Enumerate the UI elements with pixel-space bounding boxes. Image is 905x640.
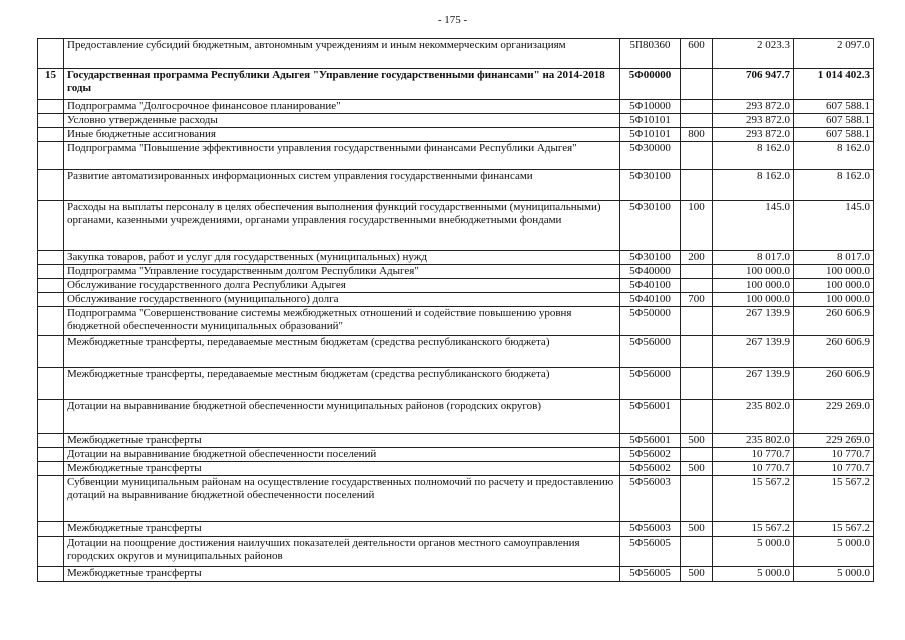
row-name-cell: Межбюджетные трансферты, передаваемые местным бюджетам (средства республиканского бюджета) <box>64 368 620 400</box>
row-number-cell <box>38 462 64 476</box>
row-name-cell: Подпрограмма "Совершенствование системы межбюджетных отношений и содействие повышению уровня бюджетной обеспеченности муниципальных образований" <box>64 307 620 336</box>
amount-2018-cell: 10 770.7 <box>794 462 874 476</box>
row-number-cell <box>38 400 64 434</box>
amount-2018-cell: 607 588.1 <box>794 128 874 142</box>
target-code-cell: 5Ф40100 <box>620 293 681 307</box>
row-number-cell <box>38 476 64 522</box>
amount-2017-cell: 235 802.0 <box>713 434 794 448</box>
amount-2018-cell: 145.0 <box>794 201 874 251</box>
amount-2017-cell: 145.0 <box>713 201 794 251</box>
amount-2017-cell: 235 802.0 <box>713 400 794 434</box>
row-name-cell: Иные бюджетные ассигнования <box>64 128 620 142</box>
row-number-cell <box>38 537 64 567</box>
target-code-cell: 5Ф40100 <box>620 279 681 293</box>
row-name-cell: Условно утвержденные расходы <box>64 114 620 128</box>
row-number-cell <box>38 448 64 462</box>
table-row <box>38 448 874 462</box>
row-number-cell <box>38 170 64 201</box>
table-row <box>38 307 874 336</box>
row-number-cell <box>38 522 64 537</box>
amount-2018-cell: 260 606.9 <box>794 368 874 400</box>
row-name-cell: Обслуживание государственного (муниципального) долга <box>64 293 620 307</box>
row-name-cell: Дотации на выравнивание бюджетной обеспеченности поселений <box>64 448 620 462</box>
amount-2017-cell: 100 000.0 <box>713 279 794 293</box>
row-name-cell: Дотации на поощрение достижения наилучших показателей деятельности органов местного самоуправления городских округов и муниципальных районов <box>64 537 620 567</box>
table-row <box>38 69 874 100</box>
expense-type-cell <box>681 114 713 128</box>
target-code-cell: 5Ф56000 <box>620 368 681 400</box>
expense-type-cell <box>681 368 713 400</box>
amount-2017-cell: 15 567.2 <box>713 522 794 537</box>
row-number-cell <box>38 567 64 582</box>
amount-2018-cell: 1 014 402.3 <box>794 69 874 100</box>
row-number-cell <box>38 307 64 336</box>
expense-type-cell <box>681 448 713 462</box>
amount-2018-cell: 2 097.0 <box>794 39 874 69</box>
table-row <box>38 567 874 582</box>
row-number-cell <box>38 201 64 251</box>
table-row <box>38 537 874 567</box>
row-name-cell: Развитие автоматизированных информационных систем управления государственными финансами <box>64 170 620 201</box>
budget-table <box>37 38 874 582</box>
row-name-cell: Межбюджетные трансферты <box>64 462 620 476</box>
amount-2018-cell: 15 567.2 <box>794 476 874 522</box>
target-code-cell: 5Ф56005 <box>620 567 681 582</box>
table-row <box>38 201 874 251</box>
amount-2018-cell: 607 588.1 <box>794 114 874 128</box>
table-row <box>38 100 874 114</box>
row-number-cell <box>38 39 64 69</box>
row-number-cell <box>38 293 64 307</box>
expense-type-cell: 100 <box>681 201 713 251</box>
amount-2017-cell: 293 872.0 <box>713 114 794 128</box>
expense-type-cell <box>681 100 713 114</box>
amount-2017-cell: 706 947.7 <box>713 69 794 100</box>
expense-type-cell: 500 <box>681 434 713 448</box>
table-row <box>38 128 874 142</box>
table-row <box>38 336 874 368</box>
amount-2018-cell: 15 567.2 <box>794 522 874 537</box>
target-code-cell: 5Ф56000 <box>620 336 681 368</box>
row-name-cell: Обслуживание государственного долга Республики Адыгея <box>64 279 620 293</box>
table-row <box>38 114 874 128</box>
target-code-cell: 5Ф56001 <box>620 434 681 448</box>
table-row <box>38 476 874 522</box>
expense-type-cell <box>681 476 713 522</box>
table-row <box>38 522 874 537</box>
target-code-cell: 5Ф56003 <box>620 522 681 537</box>
target-code-cell: 5Ф40000 <box>620 265 681 279</box>
amount-2018-cell: 607 588.1 <box>794 100 874 114</box>
table-row <box>38 293 874 307</box>
amount-2018-cell: 100 000.0 <box>794 293 874 307</box>
amount-2018-cell: 260 606.9 <box>794 307 874 336</box>
amount-2018-cell: 8 017.0 <box>794 251 874 265</box>
target-code-cell: 5П80360 <box>620 39 681 69</box>
target-code-cell: 5Ф56002 <box>620 448 681 462</box>
amount-2018-cell: 8 162.0 <box>794 142 874 170</box>
target-code-cell: 5Ф56003 <box>620 476 681 522</box>
amount-2017-cell: 8 162.0 <box>713 142 794 170</box>
row-number-cell <box>38 279 64 293</box>
amount-2018-cell: 229 269.0 <box>794 400 874 434</box>
target-code-cell: 5Ф56002 <box>620 462 681 476</box>
amount-2017-cell: 10 770.7 <box>713 448 794 462</box>
row-name-cell: Межбюджетные трансферты <box>64 434 620 448</box>
amount-2017-cell: 2 023.3 <box>713 39 794 69</box>
expense-type-cell <box>681 69 713 100</box>
row-name-cell: Субвенции муниципальным районам на осуществление государственных полномочий по расчету и предоставлению дотаций на выравнивание бюджетной обеспеченности поселений <box>64 476 620 522</box>
amount-2017-cell: 267 139.9 <box>713 336 794 368</box>
amount-2017-cell: 8 162.0 <box>713 170 794 201</box>
amount-2017-cell: 267 139.9 <box>713 307 794 336</box>
amount-2017-cell: 100 000.0 <box>713 265 794 279</box>
table-row <box>38 368 874 400</box>
expense-type-cell <box>681 537 713 567</box>
table-row <box>38 434 874 448</box>
expense-type-cell <box>681 336 713 368</box>
target-code-cell: 5Ф30100 <box>620 170 681 201</box>
expense-type-cell <box>681 279 713 293</box>
row-number-cell <box>38 336 64 368</box>
row-name-cell: Государственная программа Республики Адыгея "Управление государственными финансами" на 2014-2018 годы <box>64 69 620 100</box>
target-code-cell: 5Ф30100 <box>620 251 681 265</box>
amount-2018-cell: 100 000.0 <box>794 279 874 293</box>
amount-2018-cell: 10 770.7 <box>794 448 874 462</box>
expense-type-cell: 700 <box>681 293 713 307</box>
expense-type-cell: 200 <box>681 251 713 265</box>
expense-type-cell <box>681 265 713 279</box>
amount-2017-cell: 293 872.0 <box>713 100 794 114</box>
amount-2017-cell: 15 567.2 <box>713 476 794 522</box>
row-number-cell <box>38 251 64 265</box>
table-row <box>38 142 874 170</box>
row-name-cell: Предоставление субсидий бюджетным, автономным учреждениям и иным некоммерческим организациям <box>64 39 620 69</box>
target-code-cell: 5Ф10000 <box>620 100 681 114</box>
amount-2018-cell: 8 162.0 <box>794 170 874 201</box>
page-number: - 175 - <box>437 14 468 26</box>
amount-2018-cell: 100 000.0 <box>794 265 874 279</box>
row-name-cell: Межбюджетные трансферты <box>64 522 620 537</box>
table-row <box>38 279 874 293</box>
row-name-cell: Подпрограмма "Долгосрочное финансовое планирование" <box>64 100 620 114</box>
amount-2017-cell: 293 872.0 <box>713 128 794 142</box>
row-number-cell <box>38 434 64 448</box>
amount-2017-cell: 8 017.0 <box>713 251 794 265</box>
expense-type-cell: 500 <box>681 567 713 582</box>
target-code-cell: 5Ф30100 <box>620 201 681 251</box>
table-row <box>38 39 874 69</box>
row-name-cell: Межбюджетные трансферты <box>64 567 620 582</box>
expense-type-cell: 600 <box>681 39 713 69</box>
table-row <box>38 400 874 434</box>
expense-type-cell <box>681 142 713 170</box>
row-name-cell: Расходы на выплаты персоналу в целях обеспечения выполнения функций государственными (муниципальными) органами, казенными учреждениями, органами управления государственными внебюджетными фондами <box>64 201 620 251</box>
amount-2017-cell: 5 000.0 <box>713 567 794 582</box>
row-number-cell <box>38 128 64 142</box>
table-row <box>38 265 874 279</box>
target-code-cell: 5Ф10101 <box>620 128 681 142</box>
row-number-cell <box>38 142 64 170</box>
target-code-cell: 5Ф00000 <box>620 69 681 100</box>
amount-2018-cell: 229 269.0 <box>794 434 874 448</box>
expense-type-cell: 500 <box>681 522 713 537</box>
target-code-cell: 5Ф56001 <box>620 400 681 434</box>
row-number-cell <box>38 265 64 279</box>
row-number-cell <box>38 368 64 400</box>
amount-2017-cell: 5 000.0 <box>713 537 794 567</box>
expense-type-cell <box>681 170 713 201</box>
row-name-cell: Закупка товаров, работ и услуг для государственных (муниципальных) нужд <box>64 251 620 265</box>
row-name-cell: Подпрограмма "Повышение эффективности управления государственными финансами Республики Адыгея" <box>64 142 620 170</box>
table-row <box>38 462 874 476</box>
row-number-cell <box>38 100 64 114</box>
table-row <box>38 170 874 201</box>
target-code-cell: 5Ф10101 <box>620 114 681 128</box>
amount-2018-cell: 260 606.9 <box>794 336 874 368</box>
target-code-cell: 5Ф56005 <box>620 537 681 567</box>
expense-type-cell <box>681 400 713 434</box>
expense-type-cell: 800 <box>681 128 713 142</box>
row-number-cell <box>38 114 64 128</box>
row-number-cell: 15 <box>38 69 64 100</box>
amount-2017-cell: 100 000.0 <box>713 293 794 307</box>
target-code-cell: 5Ф50000 <box>620 307 681 336</box>
table-row <box>38 251 874 265</box>
amount-2018-cell: 5 000.0 <box>794 537 874 567</box>
expense-type-cell: 500 <box>681 462 713 476</box>
row-name-cell: Межбюджетные трансферты, передаваемые местным бюджетам (средства республиканского бюджета) <box>64 336 620 368</box>
amount-2017-cell: 10 770.7 <box>713 462 794 476</box>
row-name-cell: Дотации на выравнивание бюджетной обеспеченности муниципальных районов (городских округов) <box>64 400 620 434</box>
row-name-cell: Подпрограмма "Управление государственным долгом Республики Адыгея" <box>64 265 620 279</box>
amount-2017-cell: 267 139.9 <box>713 368 794 400</box>
target-code-cell: 5Ф30000 <box>620 142 681 170</box>
expense-type-cell <box>681 307 713 336</box>
amount-2018-cell: 5 000.0 <box>794 567 874 582</box>
